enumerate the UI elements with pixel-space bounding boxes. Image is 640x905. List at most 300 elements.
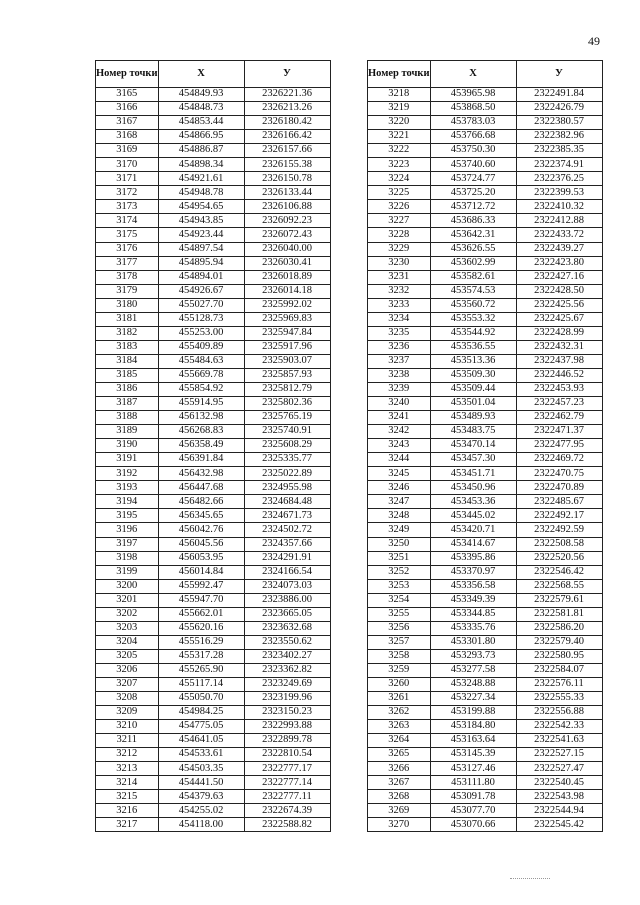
table-row xyxy=(368,734,603,748)
point-number-cell: 3186 xyxy=(96,382,159,396)
point-number-cell: 3235 xyxy=(368,326,431,340)
x-coordinate-cell: 453395.86 xyxy=(430,551,516,565)
point-number-cell: 3224 xyxy=(368,172,431,186)
table-row xyxy=(368,635,603,649)
x-coordinate-cell: 453293.73 xyxy=(430,649,516,663)
y-coordinate-cell: 2325765.19 xyxy=(244,411,330,425)
point-number-cell: 3196 xyxy=(96,523,159,537)
point-number-cell: 3176 xyxy=(96,242,159,256)
point-number-cell: 3184 xyxy=(96,354,159,368)
y-coordinate-cell: 2322399.53 xyxy=(516,186,602,200)
y-coordinate-cell: 2322433.72 xyxy=(516,228,602,242)
table-row xyxy=(96,88,331,102)
x-coordinate-cell: 455409.89 xyxy=(158,340,244,354)
x-coordinate-cell: 456447.68 xyxy=(158,481,244,495)
point-number-cell: 3258 xyxy=(368,649,431,663)
x-coordinate-cell: 455253.00 xyxy=(158,326,244,340)
point-number-cell: 3171 xyxy=(96,172,159,186)
table-row xyxy=(368,509,603,523)
y-coordinate-cell: 2325857.93 xyxy=(244,368,330,382)
x-coordinate-cell: 455317.28 xyxy=(158,649,244,663)
x-coordinate-cell: 453965.98 xyxy=(430,88,516,102)
y-coordinate-cell: 2325812.79 xyxy=(244,382,330,396)
y-coordinate-cell: 2326030.41 xyxy=(244,256,330,270)
table-row xyxy=(368,326,603,340)
point-number-cell: 3202 xyxy=(96,607,159,621)
y-coordinate-cell: 2322427.16 xyxy=(516,270,602,284)
y-coordinate-cell: 2322462.79 xyxy=(516,411,602,425)
table-row xyxy=(96,804,331,818)
y-coordinate-cell: 2324684.48 xyxy=(244,495,330,509)
table-row xyxy=(96,579,331,593)
point-number-cell: 3212 xyxy=(96,748,159,762)
header-y: У xyxy=(244,61,330,88)
point-number-cell: 3167 xyxy=(96,116,159,130)
x-coordinate-cell: 453783.03 xyxy=(430,116,516,130)
y-coordinate-cell: 2322485.67 xyxy=(516,495,602,509)
x-coordinate-cell: 454503.35 xyxy=(158,762,244,776)
table-row xyxy=(96,748,331,762)
table-row xyxy=(96,270,331,284)
y-coordinate-cell: 2326014.18 xyxy=(244,284,330,298)
point-number-cell: 3207 xyxy=(96,677,159,691)
x-coordinate-cell: 453642.31 xyxy=(430,228,516,242)
y-coordinate-cell: 2326018.89 xyxy=(244,270,330,284)
x-coordinate-cell: 454954.65 xyxy=(158,200,244,214)
x-coordinate-cell: 453451.71 xyxy=(430,467,516,481)
y-coordinate-cell: 2326092.23 xyxy=(244,214,330,228)
x-coordinate-cell: 456042.76 xyxy=(158,523,244,537)
table-row xyxy=(368,228,603,242)
point-number-cell: 3241 xyxy=(368,411,431,425)
table-row xyxy=(96,635,331,649)
y-coordinate-cell: 2326040.00 xyxy=(244,242,330,256)
x-coordinate-cell: 453127.46 xyxy=(430,762,516,776)
x-coordinate-cell: 453420.71 xyxy=(430,523,516,537)
x-coordinate-cell: 453163.64 xyxy=(430,734,516,748)
table-row xyxy=(96,706,331,720)
y-coordinate-cell: 2322492.59 xyxy=(516,523,602,537)
point-number-cell: 3228 xyxy=(368,228,431,242)
y-coordinate-cell: 2326221.36 xyxy=(244,88,330,102)
x-coordinate-cell: 456053.95 xyxy=(158,551,244,565)
point-number-cell: 3173 xyxy=(96,200,159,214)
point-number-cell: 3267 xyxy=(368,776,431,790)
point-number-cell: 3223 xyxy=(368,158,431,172)
table-row xyxy=(96,551,331,565)
y-coordinate-cell: 2322579.61 xyxy=(516,593,602,607)
y-coordinate-cell: 2322380.57 xyxy=(516,116,602,130)
y-coordinate-cell: 2322810.54 xyxy=(244,748,330,762)
point-number-cell: 3190 xyxy=(96,439,159,453)
x-coordinate-cell: 453560.72 xyxy=(430,298,516,312)
x-coordinate-cell: 453344.85 xyxy=(430,607,516,621)
point-number-cell: 3209 xyxy=(96,706,159,720)
point-number-cell: 3255 xyxy=(368,607,431,621)
x-coordinate-cell: 454379.63 xyxy=(158,790,244,804)
point-number-cell: 3245 xyxy=(368,467,431,481)
y-coordinate-cell: 2324291.91 xyxy=(244,551,330,565)
x-coordinate-cell: 453077.70 xyxy=(430,804,516,818)
x-coordinate-cell: 454848.73 xyxy=(158,102,244,116)
x-coordinate-cell: 456345.65 xyxy=(158,509,244,523)
table-row xyxy=(368,242,603,256)
table-row xyxy=(368,200,603,214)
point-number-cell: 3247 xyxy=(368,495,431,509)
table-row xyxy=(368,706,603,720)
x-coordinate-cell: 453509.44 xyxy=(430,382,516,396)
table-row xyxy=(368,158,603,172)
table-row xyxy=(368,495,603,509)
point-number-cell: 3252 xyxy=(368,565,431,579)
table-row xyxy=(96,509,331,523)
point-number-cell: 3266 xyxy=(368,762,431,776)
x-coordinate-cell: 453626.55 xyxy=(430,242,516,256)
point-number-cell: 3187 xyxy=(96,397,159,411)
table-row xyxy=(368,481,603,495)
y-coordinate-cell: 2322546.42 xyxy=(516,565,602,579)
point-number-cell: 3192 xyxy=(96,467,159,481)
point-number-cell: 3205 xyxy=(96,649,159,663)
x-coordinate-cell: 453227.34 xyxy=(430,692,516,706)
table-header-row xyxy=(368,61,603,88)
y-coordinate-cell: 2322374.91 xyxy=(516,158,602,172)
y-coordinate-cell: 2322477.95 xyxy=(516,439,602,453)
x-coordinate-cell: 454886.87 xyxy=(158,144,244,158)
x-coordinate-cell: 455669.78 xyxy=(158,368,244,382)
point-number-cell: 3165 xyxy=(96,88,159,102)
y-coordinate-cell: 2322899.78 xyxy=(244,734,330,748)
x-coordinate-cell: 453544.92 xyxy=(430,326,516,340)
x-coordinate-cell: 454894.01 xyxy=(158,270,244,284)
x-coordinate-cell: 455117.14 xyxy=(158,677,244,691)
point-number-cell: 3251 xyxy=(368,551,431,565)
point-number-cell: 3172 xyxy=(96,186,159,200)
table-row xyxy=(96,537,331,551)
x-coordinate-cell: 454948.78 xyxy=(158,186,244,200)
point-number-cell: 3261 xyxy=(368,692,431,706)
table-row xyxy=(368,284,603,298)
y-coordinate-cell: 2322382.96 xyxy=(516,130,602,144)
table-row xyxy=(96,256,331,270)
x-coordinate-cell: 455992.47 xyxy=(158,579,244,593)
header-x: X xyxy=(158,61,244,88)
x-coordinate-cell: 453349.39 xyxy=(430,593,516,607)
point-number-cell: 3180 xyxy=(96,298,159,312)
x-coordinate-cell: 455947.70 xyxy=(158,593,244,607)
y-coordinate-cell: 2325903.07 xyxy=(244,354,330,368)
point-number-cell: 3199 xyxy=(96,565,159,579)
x-coordinate-cell: 453111.80 xyxy=(430,776,516,790)
x-coordinate-cell: 453301.80 xyxy=(430,635,516,649)
table-row xyxy=(368,425,603,439)
x-coordinate-cell: 453868.50 xyxy=(430,102,516,116)
y-coordinate-cell: 2324955.98 xyxy=(244,481,330,495)
table-row xyxy=(368,593,603,607)
point-number-cell: 3181 xyxy=(96,312,159,326)
x-coordinate-cell: 454641.05 xyxy=(158,734,244,748)
y-coordinate-cell: 2325917.96 xyxy=(244,340,330,354)
table-row xyxy=(96,397,331,411)
point-number-cell: 3195 xyxy=(96,509,159,523)
point-number-cell: 3200 xyxy=(96,579,159,593)
table-row xyxy=(96,523,331,537)
x-coordinate-cell: 456268.83 xyxy=(158,425,244,439)
table-row xyxy=(96,116,331,130)
x-coordinate-cell: 455027.70 xyxy=(158,298,244,312)
table-row xyxy=(96,228,331,242)
x-coordinate-cell: 453070.66 xyxy=(430,818,516,832)
table-row xyxy=(368,354,603,368)
table-row xyxy=(96,439,331,453)
table-row xyxy=(368,692,603,706)
y-coordinate-cell: 2322471.37 xyxy=(516,425,602,439)
table-row xyxy=(96,453,331,467)
y-coordinate-cell: 2325802.36 xyxy=(244,397,330,411)
table-row xyxy=(368,551,603,565)
point-number-cell: 3257 xyxy=(368,635,431,649)
x-coordinate-cell: 453602.99 xyxy=(430,256,516,270)
x-coordinate-cell: 453536.55 xyxy=(430,340,516,354)
table-body-left xyxy=(96,88,331,832)
x-coordinate-cell: 453184.80 xyxy=(430,720,516,734)
y-coordinate-cell: 2324502.72 xyxy=(244,523,330,537)
y-coordinate-cell: 2322993.88 xyxy=(244,720,330,734)
table-row xyxy=(96,186,331,200)
x-coordinate-cell: 454775.05 xyxy=(158,720,244,734)
table-row xyxy=(96,495,331,509)
x-coordinate-cell: 453470.14 xyxy=(430,439,516,453)
point-number-cell: 3263 xyxy=(368,720,431,734)
y-coordinate-cell: 2323150.23 xyxy=(244,706,330,720)
point-number-cell: 3232 xyxy=(368,284,431,298)
point-number-cell: 3175 xyxy=(96,228,159,242)
table-row xyxy=(368,312,603,326)
point-number-cell: 3178 xyxy=(96,270,159,284)
table-row xyxy=(96,144,331,158)
x-coordinate-cell: 454533.61 xyxy=(158,748,244,762)
x-coordinate-cell: 453582.61 xyxy=(430,270,516,284)
x-coordinate-cell: 453370.97 xyxy=(430,565,516,579)
point-number-cell: 3211 xyxy=(96,734,159,748)
y-coordinate-cell: 2323402.27 xyxy=(244,649,330,663)
point-number-cell: 3174 xyxy=(96,214,159,228)
y-coordinate-cell: 2322410.32 xyxy=(516,200,602,214)
y-coordinate-cell: 2322453.93 xyxy=(516,382,602,396)
x-coordinate-cell: 454898.34 xyxy=(158,158,244,172)
point-number-cell: 3237 xyxy=(368,354,431,368)
x-coordinate-cell: 453091.78 xyxy=(430,790,516,804)
x-coordinate-cell: 454441.50 xyxy=(158,776,244,790)
y-coordinate-cell: 2322527.47 xyxy=(516,762,602,776)
y-coordinate-cell: 2326133.44 xyxy=(244,186,330,200)
point-number-cell: 3243 xyxy=(368,439,431,453)
point-number-cell: 3166 xyxy=(96,102,159,116)
table-row xyxy=(368,368,603,382)
point-number-cell: 3219 xyxy=(368,102,431,116)
x-coordinate-cell: 456132.98 xyxy=(158,411,244,425)
x-coordinate-cell: 455484.63 xyxy=(158,354,244,368)
y-coordinate-cell: 2322470.75 xyxy=(516,467,602,481)
table-row xyxy=(368,411,603,425)
x-coordinate-cell: 454943.85 xyxy=(158,214,244,228)
y-coordinate-cell: 2322508.58 xyxy=(516,537,602,551)
point-number-cell: 3215 xyxy=(96,790,159,804)
x-coordinate-cell: 453453.36 xyxy=(430,495,516,509)
y-coordinate-cell: 2322385.35 xyxy=(516,144,602,158)
y-coordinate-cell: 2322428.50 xyxy=(516,284,602,298)
footer-dotted-line xyxy=(510,878,550,879)
point-number-cell: 3231 xyxy=(368,270,431,284)
x-coordinate-cell: 453509.30 xyxy=(430,368,516,382)
x-coordinate-cell: 453489.93 xyxy=(430,411,516,425)
y-coordinate-cell: 2322457.23 xyxy=(516,397,602,411)
x-coordinate-cell: 456045.56 xyxy=(158,537,244,551)
point-number-cell: 3249 xyxy=(368,523,431,537)
table-row xyxy=(368,116,603,130)
point-number-cell: 3262 xyxy=(368,706,431,720)
y-coordinate-cell: 2324357.66 xyxy=(244,537,330,551)
point-number-cell: 3269 xyxy=(368,804,431,818)
y-coordinate-cell: 2323199.96 xyxy=(244,692,330,706)
table-row xyxy=(96,368,331,382)
point-number-cell: 3244 xyxy=(368,453,431,467)
table-row xyxy=(96,102,331,116)
y-coordinate-cell: 2322428.99 xyxy=(516,326,602,340)
table-row xyxy=(368,537,603,551)
x-coordinate-cell: 455128.73 xyxy=(158,312,244,326)
y-coordinate-cell: 2324166.54 xyxy=(244,565,330,579)
x-coordinate-cell: 454921.61 xyxy=(158,172,244,186)
table-row xyxy=(96,340,331,354)
table-row xyxy=(368,102,603,116)
point-number-cell: 3260 xyxy=(368,677,431,691)
table-row xyxy=(96,312,331,326)
point-number-cell: 3179 xyxy=(96,284,159,298)
table-row xyxy=(368,467,603,481)
point-number-cell: 3221 xyxy=(368,130,431,144)
table-row xyxy=(368,130,603,144)
point-number-cell: 3183 xyxy=(96,340,159,354)
x-coordinate-cell: 453356.58 xyxy=(430,579,516,593)
y-coordinate-cell: 2325947.84 xyxy=(244,326,330,340)
table-row xyxy=(368,214,603,228)
y-coordinate-cell: 2322579.40 xyxy=(516,635,602,649)
point-number-cell: 3169 xyxy=(96,144,159,158)
x-coordinate-cell: 453145.39 xyxy=(430,748,516,762)
point-number-cell: 3230 xyxy=(368,256,431,270)
y-coordinate-cell: 2322777.11 xyxy=(244,790,330,804)
x-coordinate-cell: 454923.44 xyxy=(158,228,244,242)
y-coordinate-cell: 2322543.98 xyxy=(516,790,602,804)
table-row xyxy=(96,692,331,706)
table-row xyxy=(368,579,603,593)
y-coordinate-cell: 2322540.45 xyxy=(516,776,602,790)
y-coordinate-cell: 2322576.11 xyxy=(516,677,602,691)
header-point-number: Номер точки xyxy=(368,61,431,88)
x-coordinate-cell: 453750.30 xyxy=(430,144,516,158)
point-number-cell: 3248 xyxy=(368,509,431,523)
table-row xyxy=(368,720,603,734)
y-coordinate-cell: 2326157.66 xyxy=(244,144,330,158)
y-coordinate-cell: 2322470.89 xyxy=(516,481,602,495)
y-coordinate-cell: 2322544.94 xyxy=(516,804,602,818)
y-coordinate-cell: 2325022.89 xyxy=(244,467,330,481)
y-coordinate-cell: 2322674.39 xyxy=(244,804,330,818)
x-coordinate-cell: 454255.02 xyxy=(158,804,244,818)
point-number-cell: 3188 xyxy=(96,411,159,425)
y-coordinate-cell: 2322556.88 xyxy=(516,706,602,720)
y-coordinate-cell: 2323665.05 xyxy=(244,607,330,621)
table-row xyxy=(96,593,331,607)
point-number-cell: 3197 xyxy=(96,537,159,551)
point-number-cell: 3191 xyxy=(96,453,159,467)
table-row xyxy=(368,439,603,453)
table-row xyxy=(368,298,603,312)
y-coordinate-cell: 2324073.03 xyxy=(244,579,330,593)
point-number-cell: 3270 xyxy=(368,818,431,832)
table-row xyxy=(368,397,603,411)
y-coordinate-cell: 2326106.88 xyxy=(244,200,330,214)
table-row xyxy=(368,88,603,102)
x-coordinate-cell: 453712.72 xyxy=(430,200,516,214)
x-coordinate-cell: 456432.98 xyxy=(158,467,244,481)
point-number-cell: 3264 xyxy=(368,734,431,748)
y-coordinate-cell: 2325335.77 xyxy=(244,453,330,467)
table-row xyxy=(368,649,603,663)
table-row xyxy=(96,382,331,396)
x-coordinate-cell: 453277.58 xyxy=(430,663,516,677)
x-coordinate-cell: 453414.67 xyxy=(430,537,516,551)
x-coordinate-cell: 453501.04 xyxy=(430,397,516,411)
point-number-cell: 3198 xyxy=(96,551,159,565)
x-coordinate-cell: 453740.60 xyxy=(430,158,516,172)
table-row xyxy=(96,130,331,144)
x-coordinate-cell: 453553.32 xyxy=(430,312,516,326)
y-coordinate-cell: 2324671.73 xyxy=(244,509,330,523)
x-coordinate-cell: 453248.88 xyxy=(430,677,516,691)
x-coordinate-cell: 455914.95 xyxy=(158,397,244,411)
point-number-cell: 3182 xyxy=(96,326,159,340)
point-number-cell: 3250 xyxy=(368,537,431,551)
y-coordinate-cell: 2326213.26 xyxy=(244,102,330,116)
table-body-right xyxy=(368,88,603,832)
table-row xyxy=(96,172,331,186)
point-number-cell: 3225 xyxy=(368,186,431,200)
point-number-cell: 3168 xyxy=(96,130,159,144)
table-row xyxy=(368,762,603,776)
y-coordinate-cell: 2323886.00 xyxy=(244,593,330,607)
coordinates-table-left xyxy=(95,60,331,832)
x-coordinate-cell: 453686.33 xyxy=(430,214,516,228)
y-coordinate-cell: 2322376.25 xyxy=(516,172,602,186)
y-coordinate-cell: 2326072.43 xyxy=(244,228,330,242)
y-coordinate-cell: 2322432.31 xyxy=(516,340,602,354)
point-number-cell: 3217 xyxy=(96,818,159,832)
x-coordinate-cell: 456358.49 xyxy=(158,439,244,453)
table-row xyxy=(96,214,331,228)
x-coordinate-cell: 455662.01 xyxy=(158,607,244,621)
table-row xyxy=(96,649,331,663)
x-coordinate-cell: 455516.29 xyxy=(158,635,244,649)
table-row xyxy=(368,607,603,621)
point-number-cell: 3229 xyxy=(368,242,431,256)
point-number-cell: 3189 xyxy=(96,425,159,439)
table-row xyxy=(96,776,331,790)
x-coordinate-cell: 453335.76 xyxy=(430,621,516,635)
point-number-cell: 3213 xyxy=(96,762,159,776)
point-number-cell: 3239 xyxy=(368,382,431,396)
